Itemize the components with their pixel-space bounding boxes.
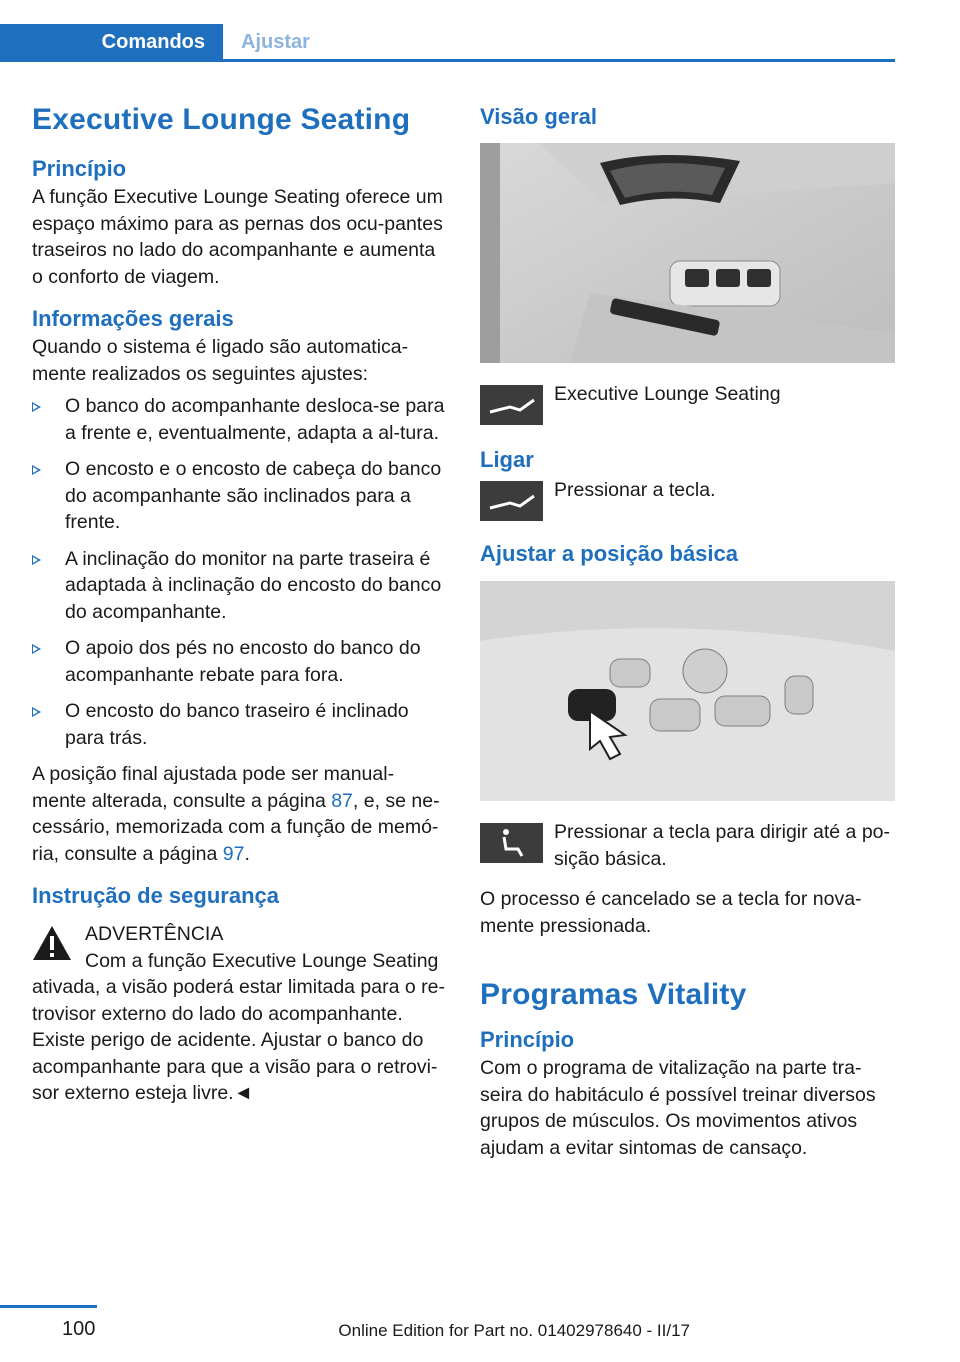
list-item: O encosto do banco traseiro é inclinado para trás.	[32, 698, 448, 751]
paragraph-cancel: O processo é cancelado se a tecla for nova-mente pressionada.	[480, 888, 862, 937]
seat-controls-photo	[480, 581, 895, 801]
triangle-bullet-icon	[32, 644, 41, 654]
door-panel-photo	[480, 143, 895, 363]
tab-ajustar[interactable]: Ajustar	[241, 31, 310, 53]
left-column	[32, 100, 448, 1107]
warning-text: Com a função Executive Lounge Seating ativada, a visão poderá estar limitada para o re-trovisor externo do lado do acompanhante. Existe perigo de acidente. Ajustar o banco do acompanhante para que a visão para o retrovi-sor externo esteja livre.◄	[32, 949, 445, 1104]
icon-row-basic-position	[480, 819, 895, 872]
icon-row-ligar	[480, 477, 895, 521]
heading-ajustar-posicao: Ajustar a posição básica	[480, 541, 738, 566]
triangle-bullet-icon	[32, 555, 41, 565]
heading-instrucao-seguranca: Instrução de segurança	[32, 883, 279, 908]
page-link-87[interactable]: 87	[331, 789, 353, 812]
page-link-97[interactable]: 97	[222, 842, 245, 865]
icon-row-executive	[480, 381, 895, 425]
triangle-bullet-icon	[32, 707, 41, 717]
triangle-bullet-icon	[32, 402, 41, 412]
triangle-bullet-icon	[32, 465, 41, 475]
heading-principio-vitality: Princípio	[480, 1027, 575, 1052]
paragraph-principio-vitality: Com o programa de vitalização na parte tra-seira do habitáculo é possível treinar diversos grupos de músculos. Os movimentos ativos ajudam a evitar sintomas de cansaço.	[480, 1057, 876, 1159]
adjustments-list	[32, 393, 448, 751]
seat-recline-key-icon	[480, 385, 543, 425]
warning-triangle-icon	[32, 925, 72, 961]
right-column	[480, 100, 895, 1161]
seat-recline-key-icon	[480, 481, 543, 521]
warning-title: ADVERTÊNCIA	[85, 923, 224, 945]
icon-label-ligar: Pressionar a tecla.	[554, 479, 716, 501]
heading-principio: Princípio	[32, 156, 127, 181]
heading-ligar: Ligar	[480, 447, 534, 472]
section-title-programas-vitality: Programas Vitality	[480, 978, 747, 1011]
heading-informacoes-gerais: Informações gerais	[32, 306, 234, 331]
list-item: O banco do acompanhante desloca-se para a frente e, eventualmente, adapta a al-tura.	[32, 393, 448, 446]
section-title-executive-lounge: Executive Lounge Seating	[32, 103, 411, 136]
list-item: A inclinação do monitor na parte traseira é adaptada à inclinação do encosto do banco do acompanhante.	[32, 546, 448, 626]
heading-visao-geral: Visão geral	[480, 104, 597, 129]
warning-block	[32, 921, 448, 1107]
paragraph-final-position: A posição final ajustada pode ser manual-mente alterada, consulte a página 87, e, se ne-cessário, memorizada com a função de memó-ria, consulte a página 97.	[32, 763, 440, 865]
page-number: 100	[62, 1318, 96, 1340]
basic-position-key-icon	[480, 823, 543, 863]
header-tabs	[0, 24, 895, 62]
tab-comandos[interactable]: Comandos	[0, 24, 223, 60]
edition-text: Online Edition for Part no. 01402978640 - II/17	[338, 1321, 690, 1340]
list-item: O apoio dos pés no encosto do banco do acompanhante rebate para fora.	[32, 635, 448, 688]
footer-divider	[0, 1305, 97, 1308]
list-item: O encosto e o encosto de cabeça do banco do acompanhante são inclinados para a frente.	[32, 456, 448, 536]
paragraph-informacoes: Quando o sistema é ligado são automatica-mente realizados os seguintes ajustes:	[32, 336, 409, 385]
icon-label-basic-position: Pressionar a tecla para dirigir até a po-sição básica.	[554, 821, 891, 870]
paragraph-principio: A função Executive Lounge Seating oferece um espaço máximo para as pernas dos ocu-pantes traseiros no lado do acompanhante e aumenta o conforto de viagem.	[32, 186, 443, 288]
icon-label-executive: Executive Lounge Seating	[554, 383, 781, 405]
